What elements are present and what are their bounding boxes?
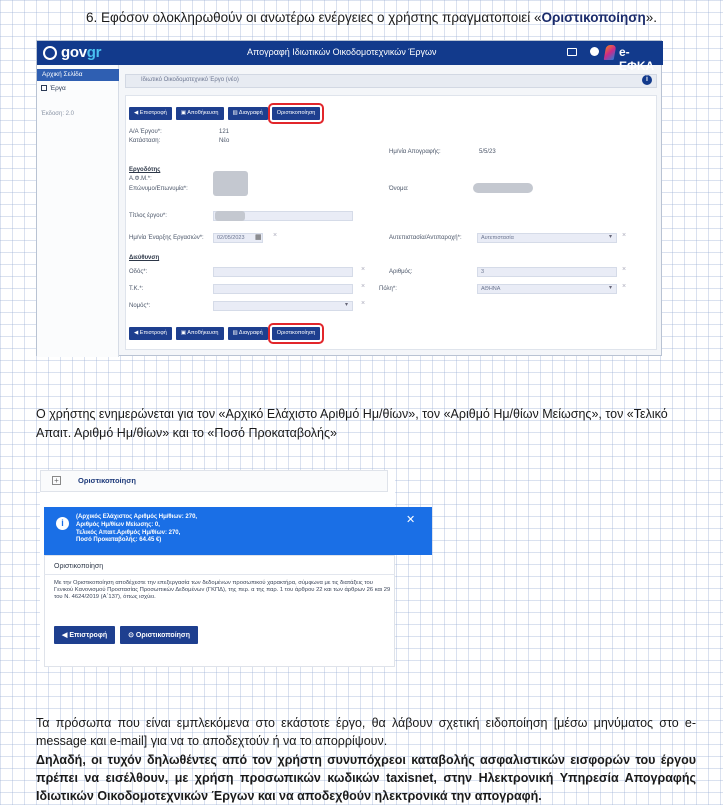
notification-paragraph: Τα πρόσωπα που είναι εμπλεκόμενα στο εκάστοτε έργο, θα λάβουν σχετική ειδοποίηση [μέσω μηνύματος στο e-message και e-mail] για να το αποδεχτούν ή να το απορρίψουν. — [36, 716, 696, 748]
bottom-button-bar — [129, 327, 320, 340]
status-label: Κατάσταση: — [129, 138, 161, 144]
sidebar-item-label: Έργα — [50, 85, 66, 92]
efka-logo: e-ΕΦΚΑ — [619, 45, 655, 73]
redacted-title — [215, 211, 245, 221]
logo-suffix: gr — [86, 44, 102, 61]
back-button[interactable]: ◀ Επιστροφή — [54, 626, 115, 644]
step-heading-suffix: ». — [645, 10, 658, 25]
expand-icon[interactable]: + — [52, 476, 61, 485]
delete-button-label: Διαγραφή — [238, 330, 263, 336]
clear-icon[interactable]: × — [361, 283, 366, 290]
co-obligors-paragraph: Δηλαδή, οι τυχόν δηλωθέντες από τον χρήστη συνυπόχρεοι καταβολής ασφαλιστικών εισφορών του έργου πρέπει να εισέλθουν, με χρήση προσωπικών κωδικών taxisnet, στην Ηλεκτρονική Υπηρεσία Απογραφής Ιδιωτικών Οικοδομοτεχνικών Έργων και να αποδεχθούν ηλεκτρονικά την απογραφή. — [36, 753, 696, 803]
mail-icon[interactable] — [567, 48, 577, 56]
back-button-label: Επιστροφή — [139, 110, 167, 116]
finalize-button[interactable] — [272, 107, 321, 120]
prefecture-label: Νομός*: — [129, 303, 151, 309]
postal-code-label: Τ.Κ.*: — [129, 286, 144, 292]
info-alert — [44, 507, 432, 555]
clear-icon[interactable]: × — [361, 266, 366, 273]
close-icon[interactable]: ✕ — [406, 514, 416, 526]
address-section-title: Διεύθυνση — [129, 255, 160, 261]
document-icon — [41, 85, 47, 91]
info-icon: i — [56, 517, 69, 530]
govgr-emblem-icon — [43, 46, 57, 60]
finalize-button[interactable] — [272, 327, 321, 340]
alert-line: Ποσό Προκαταβολής: 64.45 €) — [76, 537, 162, 544]
finalize-button-label: Οριστικοποίηση — [135, 632, 190, 639]
sidebar-item-projects[interactable] — [41, 85, 66, 92]
clear-icon[interactable]: × — [622, 266, 627, 273]
registration-date-label: Ημ/νία Απογραφής: — [389, 149, 441, 155]
finalize-dialog-screenshot — [40, 470, 416, 667]
sidebar-item-home[interactable] — [37, 69, 119, 81]
street-input[interactable] — [213, 267, 353, 277]
step-heading — [86, 10, 657, 25]
number-label: Αριθμός: — [389, 269, 413, 275]
back-button-label: Επιστροφή — [139, 330, 167, 336]
afm-label: Α.Φ.Μ.*: — [129, 176, 152, 182]
sidebar-item-label: Αρχική Σελίδα — [42, 71, 83, 78]
project-number-label: Α/Α Έργου*: — [129, 129, 162, 135]
save-button-label: Αποθήκευση — [187, 330, 219, 336]
alert-line: (Αρχικός Ελάχιστος Αριθμός Ημ/θιων: 270, — [76, 514, 198, 520]
registration-date-value: 5/5/23 — [479, 149, 496, 155]
city-select[interactable] — [477, 284, 617, 294]
chevron-down-icon: ▾ — [609, 285, 613, 291]
sidebar — [37, 65, 119, 357]
clear-icon[interactable]: × — [622, 283, 627, 290]
dialog-button-bar — [54, 626, 198, 644]
number-value: 3 — [481, 269, 485, 275]
govgr-logo[interactable] — [61, 44, 101, 61]
project-number-value: 121 — [219, 129, 230, 135]
clear-icon[interactable]: × — [622, 232, 627, 239]
delete-button-label: Διαγραφή — [238, 110, 263, 116]
finalize-header-title: Οριστικοποίηση — [78, 476, 136, 485]
alert-line: Τελικός Απαιτ.Αριθμός Ημ/θίων: 270, — [76, 529, 181, 536]
save-button[interactable]: ▣ Αποθήκευση — [176, 327, 224, 340]
finalize-panel-title: Οριστικοποίηση — [54, 563, 104, 570]
employer-section-title: Εργοδότης — [129, 167, 161, 173]
chevron-down-icon: ▾ — [609, 234, 613, 240]
divider — [44, 574, 395, 575]
self-build-value: Αυτεπιστασία — [481, 235, 514, 241]
app-title: Απογραφή Ιδιωτικών Οικοδομοτεχνικών Έργων — [247, 47, 437, 57]
self-build-label: Αυτεπιστασία/Αντιπαροχή*: — [389, 235, 462, 241]
start-date-value: 02/05/2023 — [217, 235, 245, 241]
prefecture-select[interactable] — [213, 301, 353, 311]
back-button[interactable]: ◀ Επιστροφή — [129, 107, 172, 120]
clear-icon[interactable]: × — [361, 300, 366, 307]
info-icon[interactable]: i — [642, 75, 652, 85]
project-title-label: Τίτλος έργου*: — [129, 213, 167, 219]
postal-code-input[interactable] — [213, 284, 353, 294]
city-value: ΑΘΗΝΑ — [481, 286, 501, 292]
calendar-icon[interactable]: ▦ — [255, 234, 262, 241]
finalize-button-label: Οριστικοποίηση — [276, 110, 316, 116]
top-button-bar — [129, 107, 320, 120]
chevron-down-icon: ▾ — [345, 302, 349, 308]
breadcrumb-text: Ιδιωτικό Οικοδομοτεχνικό Έργο (νέο) — [141, 77, 239, 83]
clear-icon[interactable]: × — [273, 232, 278, 239]
save-button[interactable]: ▣ Αποθήκευση — [176, 107, 224, 120]
self-build-select[interactable] — [477, 233, 617, 243]
alert-text — [76, 514, 197, 545]
finalize-button-label: Οριστικοποίηση — [276, 330, 316, 336]
back-button[interactable]: ◀ Επιστροφή — [129, 327, 172, 340]
form-card — [125, 95, 657, 350]
finalize-button[interactable]: ⊙ Οριστικοποίηση — [120, 626, 198, 644]
street-label: Οδός*: — [129, 269, 148, 275]
status-value: Νέο — [219, 138, 230, 144]
delete-button[interactable]: ▥ Διαγραφή — [228, 107, 268, 120]
back-button-label: Επιστροφή — [69, 632, 108, 639]
finalize-panel — [44, 555, 395, 667]
project-form-screenshot — [36, 40, 662, 356]
step-heading-action: Οριστικοποίηση — [541, 10, 646, 25]
redacted-employer-field — [213, 171, 248, 196]
save-button-label: Αποθήκευση — [187, 110, 219, 116]
alert-line: Αριθμός Ημ/θίων Μείωσης: 0, — [76, 521, 160, 528]
delete-button[interactable]: ▥ Διαγραφή — [228, 327, 268, 340]
number-input[interactable] — [477, 267, 617, 277]
user-icon[interactable] — [590, 47, 599, 56]
logo-prefix: gov — [61, 44, 87, 61]
redacted-name-field — [473, 183, 533, 193]
start-date-label: Ημ/νία Έναρξης Εργασιών*: — [129, 235, 204, 241]
step-heading-text: 6. Εφόσον ολοκληρωθούν οι ανωτέρω ενέργειες ο χρήστης πραγματοποιεί « — [86, 10, 542, 25]
info-paragraph: Ο χρήστης ενημερώνεται για τον «Αρχικό Ελάχιστο Αριθμό Ημ/θίων», τον «Αριθμό Ημ/θίων Μείωσης», τον «Τελικό Απαιτ. Αριθμό Ημ/θίων» και το «Ποσό Προκαταβολής» — [36, 407, 668, 440]
city-label: Πόλη*: — [379, 286, 397, 292]
first-name-label: Όνομα: — [389, 186, 409, 192]
surname-label: Επώνυμο/Επωνυμία*: — [129, 186, 188, 192]
gdpr-consent-text: Με την Οριστικοποίηση αποδέχεστε την επεξεργασία των δεδομένων προσωπικού χαρακτήρα, σύμφωνα με τις διατάξεις του Γενικού Κανονισμού Προστασίας Προσωπικών Δεδομένων (ΓΚΠΔ), της περ. α της παρ. 1 του άρθρου 22 και των άρθρων 26 και 29 του Ν. 4624/2019 (Α΄137), όπως ισχύει. — [54, 580, 391, 600]
version-label: Έκδοση: 2.0 — [41, 111, 75, 117]
